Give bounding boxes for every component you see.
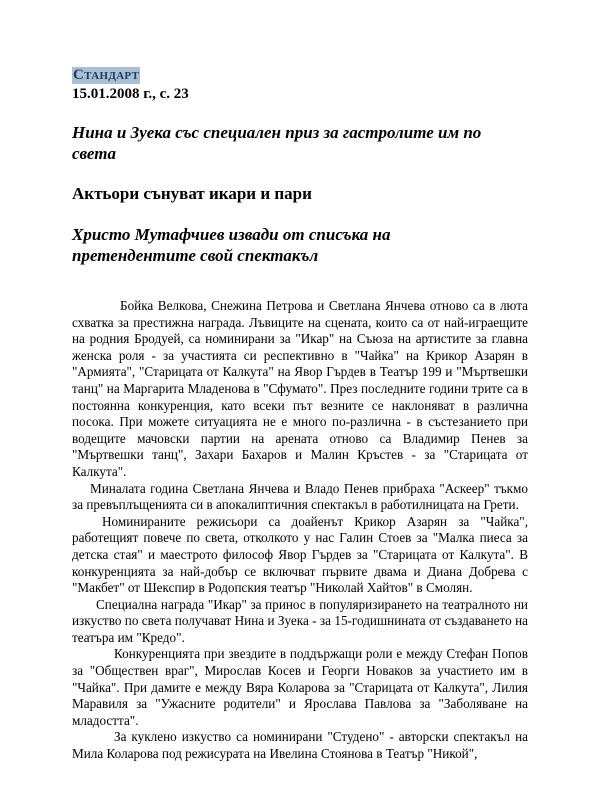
paragraph: Бойка Велкова, Снежина Петрова и Светлана Янчева отново са в люта схватка за престижна награда. Лъвиците на сцената, които са от най-играещите на родния Бродуей, са номинирани за "Икар" на Съюза на артистите за главна женска роля - за участията си респективно в "Чайка" на Крикор Азарян в "Армията", "Старицата от Калкута" на Явор Гърдев в Театър 199 и "Мъртвешки танц" на Маргарита Младенова в "Сфумато". През последните години трите са в постоянна конкуренция, като всеки път везните се наклоняват в различна посока. При можете ситуацията не е много по-различна - в състезанието при водещите мачовски партии на арената отново са Владимир Пенев за "Мъртвешки танц", Захари Бахаров и Малин Кръстев - за "Старицата от Калкута".: [72, 298, 528, 479]
paragraph: За кукленo изкуство са номинирани "Студено" - авторски спектакъл на Мила Коларова под режисурата на Ивелина Стоянова в Театър "Никой",: [72, 729, 528, 762]
paragraph: Специална награда "Икар" за принос в популяризирането на театралното ни изкуство по света получават Нина и Зуека - за 15-годишнината от създаването на театъра им "Кредо".: [72, 596, 528, 645]
article-subhead: Христо Мутафчиев извади от списъка на претендентите свой спектакъл: [72, 225, 391, 265]
paragraph: Конкуренцията при звездите в поддържащи роли е между Стефан Попов за "Обществен враг", Мирослав Косев и Георги Новаков за участието им в "Чайка". При дамите е между Вяра Коларова за "Старицата от Калкута", Лилия Маравиля за "Ужасните родители" и Ярослава Павлова за "Заболяване на младостта".: [72, 646, 528, 728]
paragraph: Номинираните режисьори са доайенът Крикор Азарян за "Чайка", работещият повече по света, отколкото у нас Галин Стоев за "Малка пиеса за детска стая" и маестрото философ Явор Гърдев за "Старицата от Калкута". В конкуренцията за най-добър се включват първите двама и Диана Добрева с "Макбет" от Шекспир в Родопския театър "Николай Хайтов" в Смолян.: [72, 513, 528, 596]
source-header: [72, 66, 528, 103]
publication-logo[interactable]: Стандарт: [73, 67, 140, 83]
publication-date-page: 15.01.2008 г., с. 23: [72, 86, 189, 102]
article-kicker: Нина и Зуека със специален приз за гастролите им по света: [72, 123, 482, 163]
article-headline: Актьори сънуват икари и пари: [72, 184, 312, 203]
paragraph: Миналата година Светлана Янчева и Владо Пенев прибраха "Аскеер" тъкмо за превъплъщенията си в апокалиптичния спектакъл в работилницата на Грети.: [72, 480, 528, 513]
article-page: [72, 66, 528, 763]
article-body: [72, 298, 528, 763]
